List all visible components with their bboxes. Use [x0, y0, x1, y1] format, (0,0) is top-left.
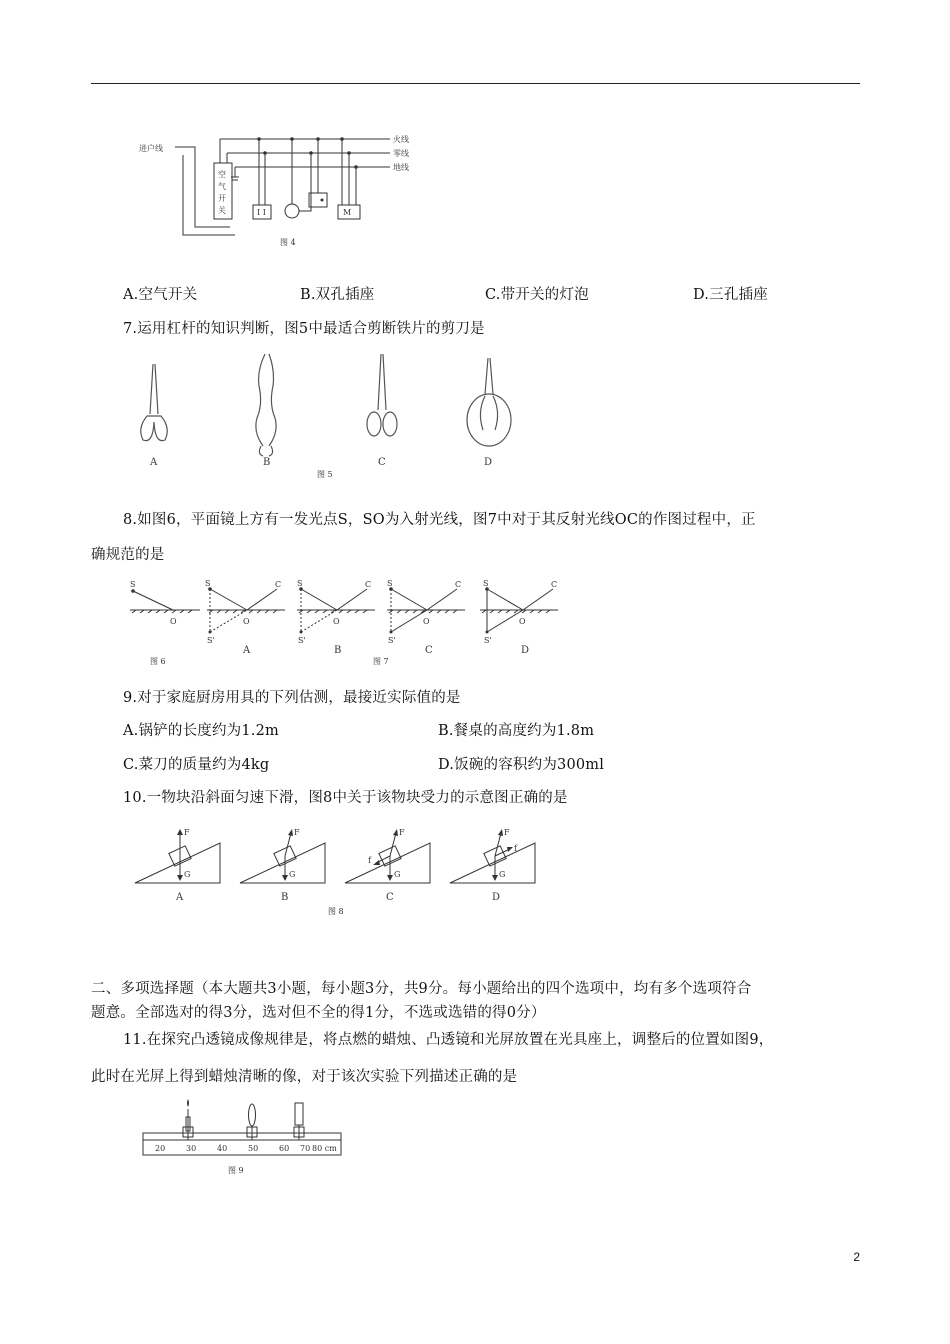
fig6-point-s: S [130, 580, 136, 589]
q9-stem: 9.对于家庭厨房用具的下列估测，最接近实际值的是 [123, 690, 461, 706]
fig8-letter-c: C [386, 892, 394, 903]
figA-point-s2: S' [207, 636, 215, 645]
section-2-heading-line1: 二、多项选择题（本大题共3小题，每小题3分，共9分。每小题给出的四个选项中，均有多个选项符合 [91, 981, 752, 997]
label-air-switch-3: 开 [218, 194, 226, 203]
fig7-letter-b: B [334, 645, 342, 656]
figure-8-caption: 图 8 [328, 907, 344, 916]
figure-6-7-reflection [125, 577, 565, 667]
svg-text:M: M [343, 208, 352, 217]
fig8-letter-d: D [492, 892, 501, 903]
fig8a-force-f: F [184, 828, 190, 837]
label-ground-wire: 地线 [393, 163, 409, 172]
q11-stem-line2: 此时在光屏上得到蜡烛清晰的像，对于该次实验下列描述正确的是 [91, 1069, 518, 1085]
fig7-letter-c: C [425, 645, 433, 656]
page-number: 2 [853, 1250, 860, 1264]
q11-stem-line1: 11.在探究凸透镜成像规律是，将点燃的蜡烛、凸透镜和光屏放置在光具座上，调整后的位置如图9， [123, 1032, 774, 1048]
fig9-tick-30: 30 [186, 1144, 197, 1153]
fig5-letter-b: B [263, 457, 271, 468]
svg-text:I I: I I [257, 208, 266, 217]
fig5-letter-d: D [484, 457, 493, 468]
figure-6-caption: 图 6 [150, 657, 166, 666]
q6-option-c: C.带开关的灯泡 [485, 287, 589, 303]
fig9-tick-70: 70 [300, 1144, 311, 1153]
figure-5-caption: 图 5 [317, 470, 333, 479]
figB-point-c: C [365, 580, 372, 589]
section-2-heading-line2: 题意。全部选对的得3分，选对但不全的得1分，不选或选错的得0分） [91, 1005, 546, 1021]
fig5-letter-c: C [378, 457, 386, 468]
fig8b-force-g: G [289, 870, 296, 879]
fig8c-force-friction: f [368, 856, 371, 865]
figC-point-s2: S' [388, 636, 396, 645]
q6-option-b: B.双孔插座 [300, 287, 375, 303]
fig8a-force-g: G [184, 870, 191, 879]
figure-9-optical-bench [140, 1095, 370, 1180]
q9-option-a: A.锅铲的长度约为1.2m [123, 723, 279, 739]
fig7-letter-d: D [521, 645, 530, 656]
q6-option-a: A.空气开关 [123, 287, 198, 303]
q6-option-d: D.三孔插座 [693, 287, 768, 303]
header-rule [91, 83, 860, 84]
q8-stem-line1: 8.如图6，平面镜上方有一发光点S，SO为入射光线，图7中对于其反射光线OC的作图过程中，正 [123, 512, 756, 528]
figure-4-circuit [135, 125, 425, 250]
fig7-letter-a: A [243, 645, 251, 656]
q9-option-d: D.饭碗的容积约为300ml [438, 757, 605, 773]
label-live-wire: 火线 [393, 135, 409, 144]
figC-point-o: O [423, 617, 430, 626]
fig8b-force-f: F [294, 828, 300, 837]
fig9-tick-80: 80 cm [312, 1144, 337, 1153]
q9-option-c: C.菜刀的质量约为4kg [123, 757, 270, 773]
figure-8-incline-forces [130, 825, 550, 920]
figB-point-o: O [333, 617, 340, 626]
figA-point-c: C [275, 580, 282, 589]
label-air-switch-1: 空 [218, 170, 226, 179]
fig8d-force-friction: f [514, 844, 517, 853]
label-incoming-line: 进户线 [139, 144, 163, 153]
fig8-letter-a: A [176, 892, 184, 903]
figure-7-caption: 图 7 [373, 657, 389, 666]
fig9-tick-40: 40 [217, 1144, 228, 1153]
figure-4-caption: 图 4 [280, 238, 296, 247]
figA-point-o: O [243, 617, 250, 626]
figB-point-s: S [297, 579, 303, 588]
fig9-tick-60: 60 [279, 1144, 290, 1153]
label-air-switch-4: 关 [218, 206, 226, 215]
figC-point-s: S [387, 579, 393, 588]
label-air-switch-2: 气 [218, 182, 226, 191]
fig5-letter-a: A [150, 457, 158, 468]
fig8d-force-g: G [499, 870, 506, 879]
fig6-point-o: O [170, 617, 177, 626]
figD-point-s2: S' [484, 636, 492, 645]
fig9-tick-20: 20 [155, 1144, 166, 1153]
figC-point-c: C [455, 580, 462, 589]
fig8d-force-f: F [504, 828, 510, 837]
figure-5-scissors [125, 352, 525, 482]
figure-9-caption: 图 9 [228, 1166, 244, 1175]
fig8-letter-b: B [281, 892, 289, 903]
fig8c-force-g: G [394, 870, 401, 879]
q8-stem-line2: 确规范的是 [91, 547, 165, 563]
fig9-tick-50: 50 [248, 1144, 259, 1153]
q9-option-b: B.餐桌的高度约为1.8m [438, 723, 595, 739]
q7-stem: 7.运用杠杆的知识判断，图5中最适合剪断铁片的剪刀是 [123, 321, 485, 337]
figB-point-s2: S' [298, 636, 306, 645]
figD-point-c: C [551, 580, 558, 589]
q10-stem: 10.一物块沿斜面匀速下滑，图8中关于该物块受力的示意图正确的是 [123, 790, 568, 806]
label-neutral-wire: 零线 [393, 149, 409, 158]
figD-point-s: S [483, 579, 489, 588]
figA-point-s: S [205, 579, 211, 588]
figD-point-o: O [519, 617, 526, 626]
fig8c-force-f: F [399, 828, 405, 837]
